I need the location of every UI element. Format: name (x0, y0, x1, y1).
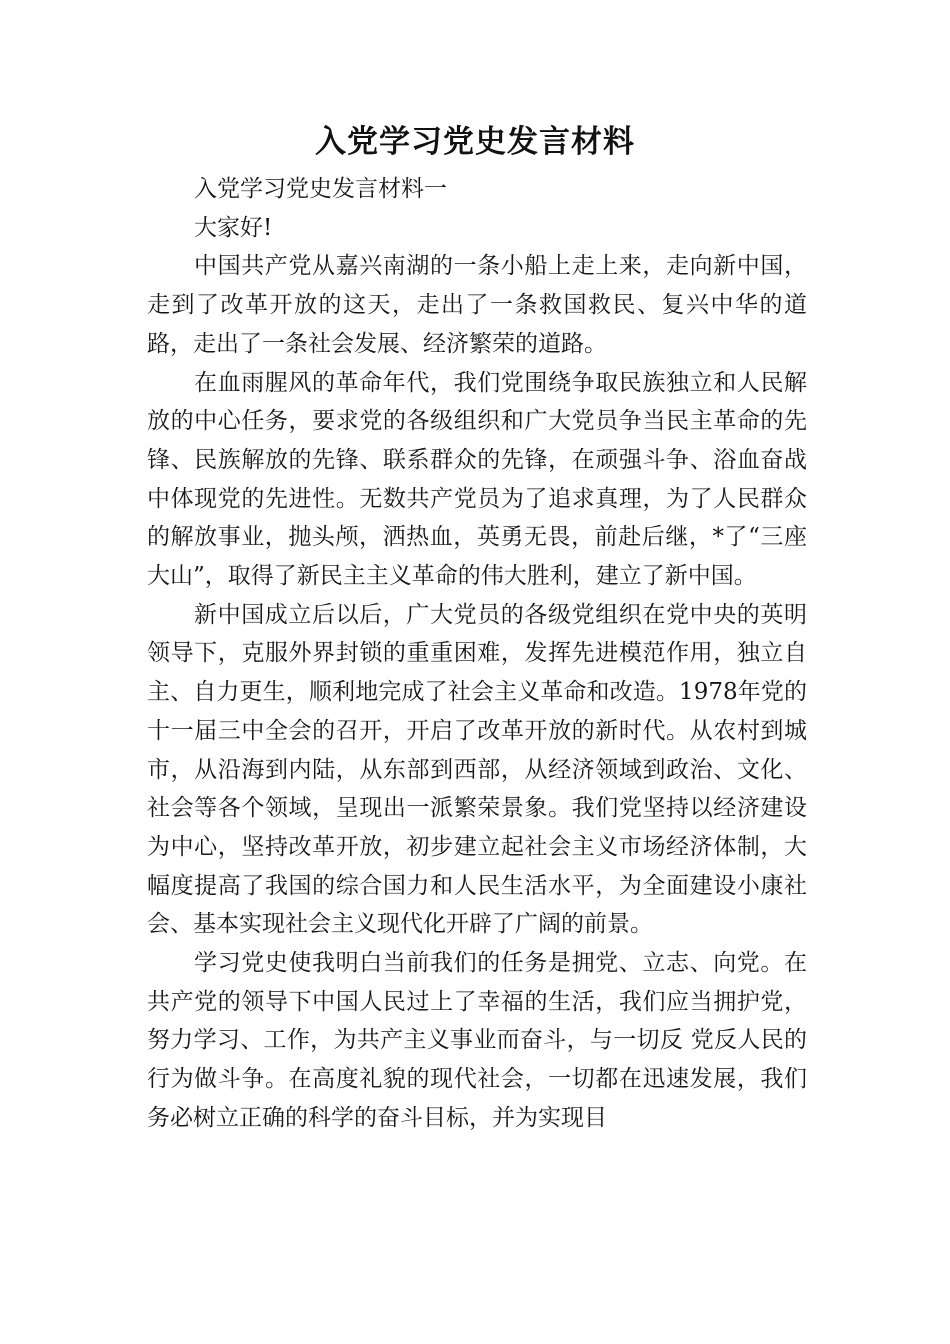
body-paragraph: 新中国成立后以后，广大党员的各级党组织在党中央的英明领导下，克服外界封锁的重重困难，发挥先进模范作用，独立自主、自力更生，顺利地完成了社会主义革命和改造。1978年党的十一届三中全会的召开，开启了改革开放的新时代。从农村到城市，从沿海到内陆，从东部到西部，从经济领域到政治、文化、社会等各个领域，呈现出一派繁荣景象。我们党坚持以经济建设为中心，坚持改革开放，初步建立起社会主义市场经济体制，大幅度提高了我国的综合国力和人民生活水平，为全面建设小康社会、基本实现社会主义现代化开辟了广阔的前景。 (147, 601, 807, 938)
body-paragraph: 在血雨腥风的革命年代，我们党围绕争取民族独立和人民解放的中心任务，要求党的各级组织和广大党员争当民主革命的先锋、民族解放的先锋、联系群众的先锋，在顽强斗争、浴血奋战中体现党的先进性。无数共产党员为了追求真理，为了人民群众的解放事业，抛头颅，洒热血，英勇无畏，前赴后继，*了“三座大山”，取得了新民主主义革命的伟大胜利，建立了新中国。 (147, 369, 807, 590)
greeting-paragraph: 大家好! (194, 214, 273, 241)
subtitle-paragraph: 入党学习党史发言材料一 (194, 176, 447, 202)
body-paragraph: 学习党史使我明白当前我们的任务是拥党、立志、向党。在共产党的领导下中国人民过上了幸福的生活，我们应当拥护党，努力学习、工作，为共产主义事业而奋斗，与一切反 党反人民的行为做斗争。在高度礼貌的现代社会，一切都在迅速发展，我们务必树立正确的科学的奋斗目标，并为实现目 (147, 950, 807, 1131)
body-paragraph: 中国共产党从嘉兴南湖的一条小船上走上来，走向新中国，走到了改革开放的这天，走出了一条救国救民、复兴中华的道路，走出了一条社会发展、经济繁荣的道路。 (147, 253, 807, 357)
document-title: 入党学习党史发言材料 (315, 124, 635, 160)
document-body (147, 170, 807, 1138)
